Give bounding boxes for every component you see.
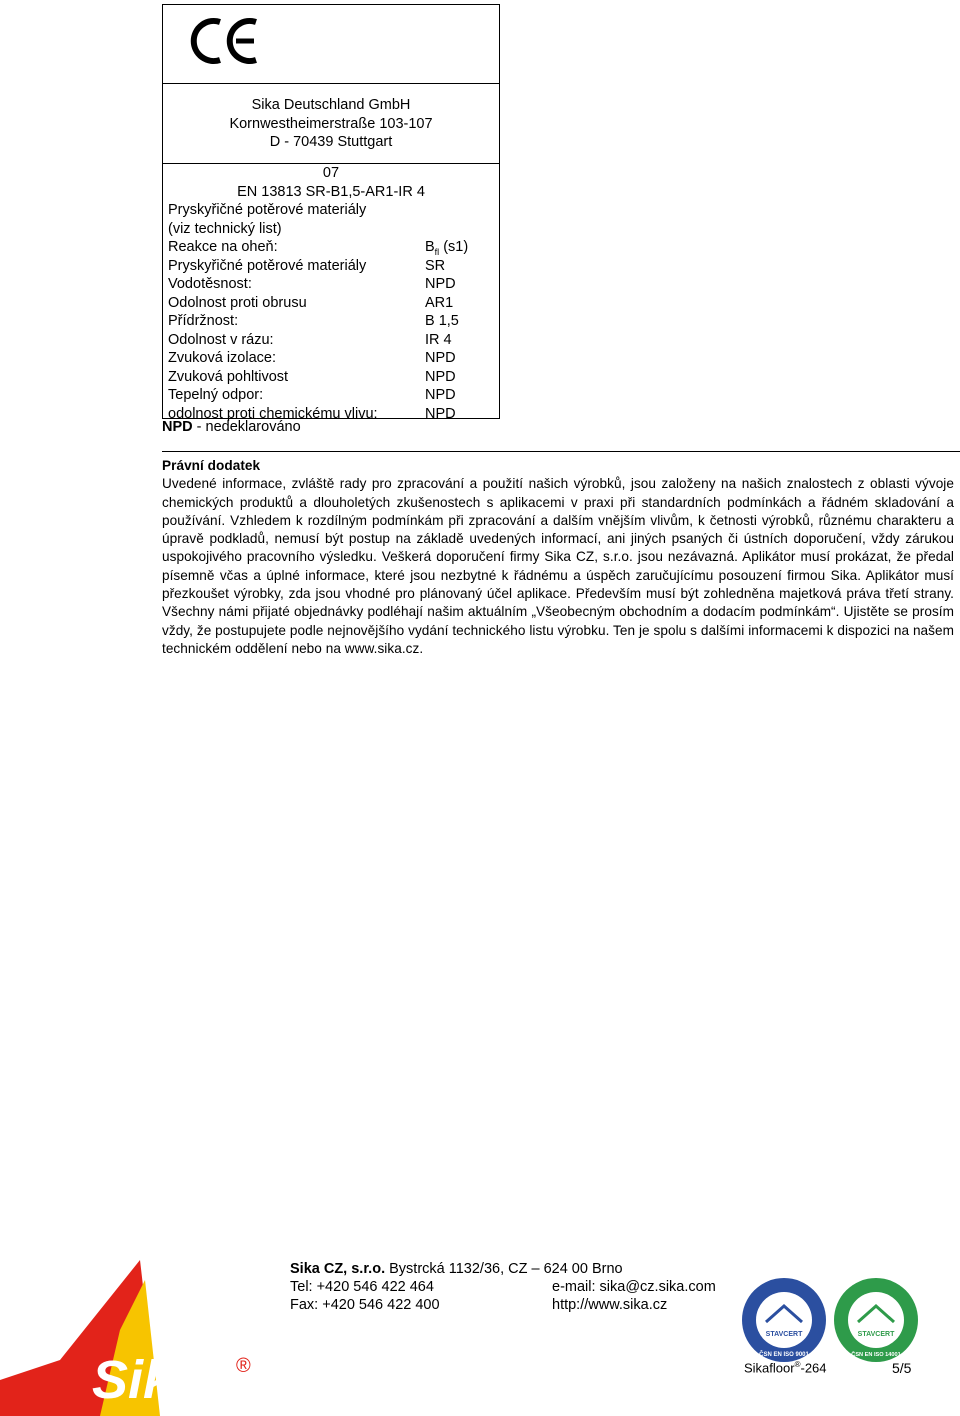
property-value <box>425 275 456 294</box>
manufacturer-box <box>162 84 500 164</box>
legal-body: Uvedené informace, zvláště rady pro zpracování a použití našich výrobků, jsou založeny na našich znalostech z oblasti vývoje chemických produktů a dlouholetých zkušenostech s aplikacemi v praxi při standardních podmínkách a řádném skladování a používání. Vzhledem k rozdílným podmínkám při zpracování a dalším vnějším vlivům, k četnosti výrobků, různému charakteru a úpravě podkladů, nemusí být postup na základě uvedených informací, ani jiných psaných či ústních doporučení, vždy zárukou uspokojivého pracovního výsledku. Veškerá doporučení firmy Sika CZ, s.r.o. jsou nezávazná. Aplikátor musí prokázat, že předal písemně včas a úplné informace, které jsou nezbytné k řádnému a úspěch zaručujícímu posouzení firmou Sika. Aplikátor musí přezkoušet výrobky, zda jsou vhodné pro plánovaný účel aplikace. Především musí být zohledněna majetková práva třetí strany. Všechny námi přijaté objednávky podléhají našim aktuálním „Všeobecným obchodním a dodacím podmínkám“. Ujistěte se prosím vždy, že postupujete podle nejnovějšího vydání technického listu výrobku. Ten je spolu s dalšími informacemi k dispozici na našem technickém oddělení nebo na www.sika.cz. <box>162 476 954 656</box>
property-name: Tepelný odpor: <box>168 387 264 403</box>
property-name: Reakce na oheň: <box>168 239 278 255</box>
property-list <box>163 238 499 423</box>
property-value <box>425 257 445 276</box>
footer-email[interactable]: e-mail: sika@cz.sika.com <box>552 1279 716 1295</box>
property-row <box>163 331 499 350</box>
property-row <box>163 238 499 257</box>
cert1-name: STAVCERT <box>765 1331 803 1338</box>
footer-contacts <box>290 1260 716 1314</box>
property-name: Vodotěsnost: <box>168 276 252 292</box>
property-row <box>163 275 499 294</box>
npd-abbr: NPD <box>162 419 193 435</box>
legal-title: Právní dodatek <box>162 458 261 473</box>
property-row <box>163 368 499 387</box>
product-name: Sikafloor <box>744 1360 795 1376</box>
property-name: Zvuková izolace: <box>168 350 276 366</box>
property-value-main: SR <box>425 257 446 274</box>
property-value-suffix: (s1) <box>439 239 469 255</box>
property-value-main: B <box>425 239 435 255</box>
property-value <box>425 331 452 350</box>
property-name: Odolnost proti obrusu <box>168 294 307 311</box>
property-row <box>163 294 499 313</box>
property-row <box>163 312 499 331</box>
sika-logo <box>0 1240 260 1416</box>
product-code: -264 <box>800 1360 827 1376</box>
cert2-iso: ČSN EN ISO 14001 <box>851 1352 901 1358</box>
property-value-main: NPD <box>425 276 456 292</box>
footer-web[interactable]: http://www.sika.cz <box>552 1297 668 1313</box>
declaration-year: 07 <box>322 165 340 181</box>
property-row <box>163 257 499 276</box>
product-mark: ® <box>794 1360 801 1369</box>
property-row <box>163 349 499 368</box>
divider <box>162 451 960 452</box>
declaration-standard: EN 13813 SR-B1,5-AR1-IR 4 <box>237 183 425 200</box>
property-value <box>425 405 456 424</box>
property-name: odolnost proti chemickému vlivu: <box>168 405 378 422</box>
company-street: Kornwestheimerstraße 103-107 <box>229 115 433 132</box>
property-value-main: NPD <box>425 387 456 403</box>
cert1-iso: ČSN EN ISO 9001 <box>759 1352 809 1358</box>
material-line-1: Pryskyřičné potěrové materiály <box>168 202 367 218</box>
declaration-box <box>162 164 500 422</box>
footer-address: Bystrcká 1132/36, CZ – 624 00 Brno <box>385 1261 623 1277</box>
property-name: Odolnost v rázu: <box>168 331 274 348</box>
footer-company: Sika CZ, s.r.o. <box>290 1261 386 1277</box>
sika-logo-text: Sika <box>92 1350 204 1410</box>
npd-note <box>162 418 301 436</box>
property-value-main: NPD <box>425 368 456 385</box>
page-number: 5/5 <box>892 1360 912 1376</box>
legal-section <box>162 457 954 658</box>
iso-14001-seal <box>832 1276 920 1364</box>
footer-tel: Tel: +420 546 422 464 <box>290 1279 434 1295</box>
property-row <box>163 386 499 405</box>
property-value <box>425 386 456 405</box>
property-value-main: AR1 <box>425 294 454 311</box>
ce-mark-icon <box>190 16 260 66</box>
cert2-name: STAVCERT <box>857 1331 895 1338</box>
property-value-main: B 1,5 <box>425 313 459 329</box>
company-name: Sika Deutschland GmbH <box>251 97 411 113</box>
property-value <box>425 312 459 331</box>
property-name: Zvuková pohltivost <box>168 368 289 385</box>
property-name: Pryskyřičné potěrové materiály <box>168 257 367 274</box>
property-value <box>425 294 453 313</box>
property-value <box>425 368 456 387</box>
iso-9001-seal <box>740 1276 828 1364</box>
material-line-2: (viz technický list) <box>168 220 282 237</box>
property-value-main: IR 4 <box>425 331 452 348</box>
footer-fax: Fax: +420 546 422 400 <box>290 1297 440 1313</box>
property-value-subscript: fl <box>434 246 440 257</box>
product-label <box>744 1360 827 1375</box>
company-city: D - 70439 Stuttgart <box>269 134 393 150</box>
sika-registered-mark: ® <box>236 1355 251 1377</box>
property-value-main: NPD <box>425 405 456 422</box>
property-value <box>425 349 456 368</box>
property-value-main: NPD <box>425 350 456 366</box>
property-name: Přídržnost: <box>168 313 239 329</box>
npd-text: - nedeklarováno <box>192 419 301 435</box>
